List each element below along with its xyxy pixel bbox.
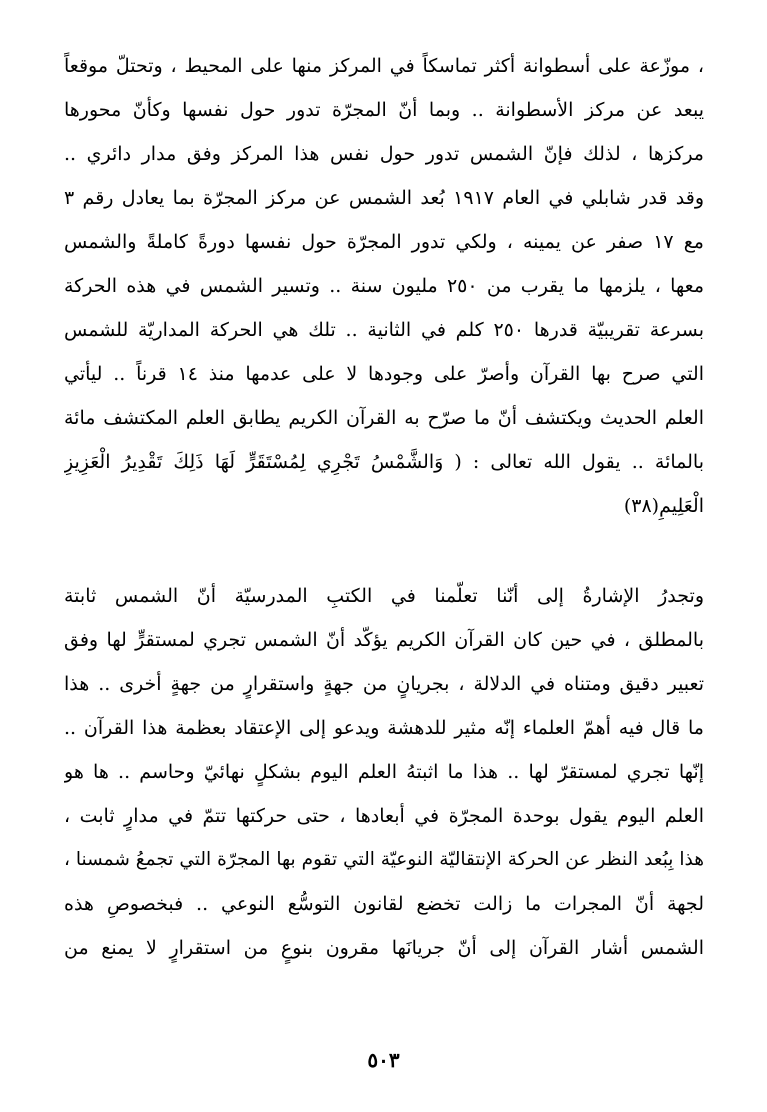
- text-line: ، موزّعة على أسطوانة أكثر تماسكاً في المركز منها على المحيط ، وتحتلّ موقعاً: [64, 55, 704, 77]
- text-line: تعبير دقيق ومتناه في الدلالة ، بجريانٍ من جهةٍ واستقرارٍ من جهةٍ أخرى .. هذا: [64, 673, 704, 695]
- text-line: مع ١٧ صفر عن يمينه ، ولكي تدور المجرّة حول نفسها دورةً كاملةً والشمس: [64, 231, 704, 253]
- quran-verse-end-line: الْعَلِيمِ(٣٨): [623, 495, 704, 517]
- text-line: بالمطلق ، في حين كان القرآن الكريم يؤكّد أنّ الشمس تجري لمستقرٍّ لها وفق: [64, 629, 704, 651]
- text-line: وتجدرُ الإشارةُ إلى أنّنا تعلّمنا في الكتبِ المدرسيّة أنّ الشمس ثابتة: [64, 585, 704, 607]
- page-number: ٥٠٣: [367, 1048, 400, 1072]
- text-line: الشمس أشار القرآن إلى أنّ جريانَها مقرون بنوعٍ من استقرارٍ لا يمنع من: [64, 937, 704, 959]
- text-line: معها ، يلزمها ما يقرب من ٢٥٠ مليون سنة .. وتسير الشمس في هذه الحركة: [64, 275, 704, 297]
- text-line: إنّها تجري لمستقرّ لها .. هذا ما اثبتهُ العلم اليوم بشكلٍ نهائيّ وحاسم .. ها هو: [64, 761, 704, 783]
- text-line: وقد قدر شابلي في العام ١٩١٧ بُعد الشمس عن مركز المجرّة بما يعادل رقم ٣: [64, 187, 704, 209]
- quran-verse-line: بالمائة .. يقول الله تعالى : ( وَالشَّمْسُ تَجْرِي لِمُسْتَقَرٍّ لَهَا ذَلِكَ تَقْدِيرُ الْعَزِيزِ: [64, 451, 704, 473]
- text-line: التي صرح بها القرآن وأصرّ على وجودها لا على عدمها منذ ١٤ قرناً .. ليأتي: [64, 363, 704, 385]
- text-line: بسرعة تقريبيّة قدرها ٢٥٠ كلم في الثانية .. تلك هي الحركة المداريّة للشمس: [64, 319, 704, 341]
- text-line: العلم اليوم يقول بوحدة المجرّة في أبعادها ، حتى حركتها تتمّ في مدارٍ ثابت ،: [64, 805, 704, 827]
- text-line: مركزها ، لذلك فإنّ الشمس تدور حول نفس هذا المركز وفق مدار دائري ..: [64, 143, 704, 165]
- text-line: يبعد عن مركز الأسطوانة .. وبما أنّ المجرّة تدور حول نفسها وكأنّ محورها: [64, 99, 704, 121]
- paragraph-2: [64, 574, 704, 970]
- paragraph-1: [64, 44, 704, 528]
- text-line: هذا بِبُعد النظر عن الحركة الإنتقاليّة النوعيّة التي تقوم بها المجرّة التي تجمعُ شمسنا ،: [64, 849, 704, 870]
- text-line: العلم الحديث ويكتشف أنّ ما صرّح به القرآن الكريم يطابق العلم المكتشف مائة: [64, 407, 704, 429]
- text-line: ما قال فيه أهمّ العلماء إنّه مثير للدهشة ويدعو إلى الإعتقاد بعظمة هذا القرآن ..: [64, 717, 704, 739]
- text-line: لجهة أنّ المجرات ما زالت تخضع لقانون التوسُّع النوعي .. فبخصوصِ هذه: [64, 893, 704, 915]
